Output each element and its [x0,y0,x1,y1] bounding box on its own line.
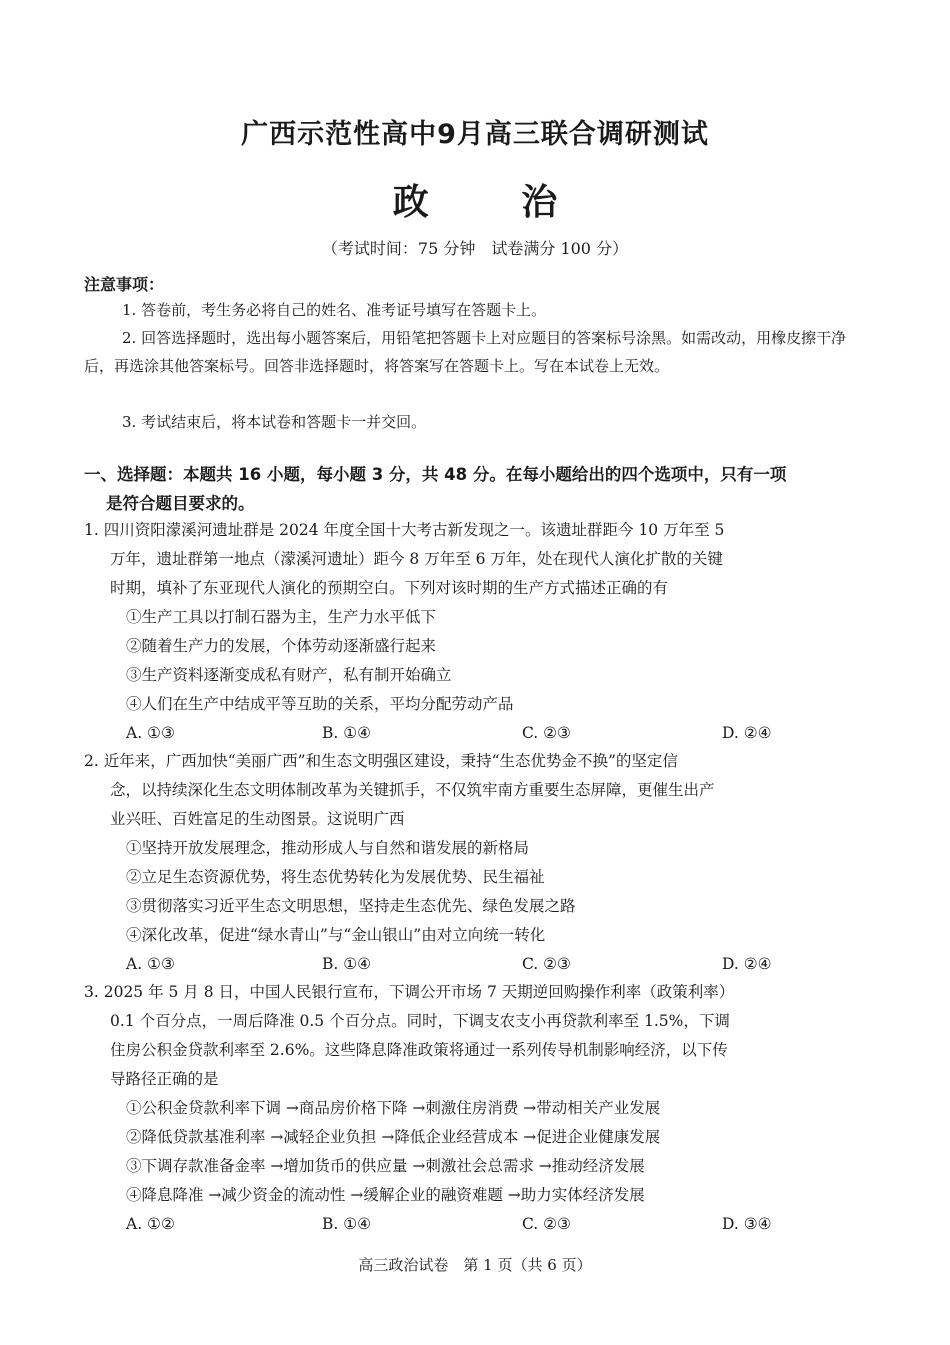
answer-options [126,720,806,746]
question-text-line: 导路径正确的是 [110,1070,219,1088]
section-heading: 一、选择题：本题共 16 小题，每小题 3 分，共 48 分。在每小题给出的四个选项中，只有一项 是符合题目要求的。 [84,465,787,513]
statement: ③生产资料逐渐变成私有财产，私有制开始确立 [126,666,452,684]
notice-item-1: 1. 答卷前，考生务必将自己的姓名、准考证号填写在答题卡上。 [122,301,547,319]
option-d: D. ③④ [722,1215,772,1233]
statement: ④人们在生产中结成平等互助的关系，平均分配劳动产品 [126,695,514,713]
question-text-line: 1. 四川资阳濛溪河遗址群是 2024 年度全国十大考古新发现之一。该遗址群距今 10 万年至 5 [84,521,725,539]
statement: ③贯彻落实习近平生态文明思想，坚持走生态优先、绿色发展之路 [126,897,576,915]
option-c: C. ②③ [522,724,571,742]
option-d: D. ②④ [722,724,772,742]
option-b: B. ①④ [322,1215,372,1233]
question-text-line: 时期，填补了东亚现代人演化的预期空白。下列对该时期的生产方式描述正确的有 [110,579,669,597]
option-c: C. ②③ [522,955,571,973]
option-d: D. ②④ [722,955,772,973]
option-c: C. ②③ [522,1215,571,1233]
question-text-line: 0.1 个百分点，一周后降准 0.5 个百分点。同时，下调支农支小再贷款利率至 1.5%，下调 [110,1012,730,1030]
statement: ③下调存款准备金率 →增加货币的供应量 →刺激社会总需求 →推动经济发展 [126,1157,645,1175]
statement: ④深化改革，促进“绿水青山”与“金山银山”由对立向统一转化 [126,926,546,944]
question-text-line: 3. 2025 年 5 月 8 日，中国人民银行宣布，下调公开市场 7 天期逆回购操作利率（政策利率） [84,983,735,1001]
page-footer: 高三政治试卷 第 1 页（共 6 页） [358,1256,592,1274]
question-text-line: 2. 近年来，广西加快“美丽广西”和生态文明强区建设，秉持“生态优势金不换”的坚定信 [84,752,678,770]
statement: ①坚持开放发展理念，推动形成人与自然和谐发展的新格局 [126,839,530,857]
question-text-line: 住房公积金贷款利率至 2.6%。这些降息降准政策将通过一系列传导机制影响经济，以下传 [110,1041,728,1059]
notice-heading: 注意事项： [84,275,165,294]
option-b: B. ①④ [322,955,372,973]
notice-item-2: 2. 回答选择题时，选出每小题答案后，用铅笔把答题卡上对应题目的答案标号涂黑。如需改动，用橡皮擦干净后，再选涂其他答案标号。回答非选择题时，将答案写在答题卡上。写在本试卷上无效。 [84,329,847,375]
answer-options [126,1211,806,1237]
statement: ④降息降准 →减少资金的流动性 →缓解企业的融资难题 →助力实体经济发展 [126,1186,645,1204]
exam-info: （考试时间：75 分钟 试卷满分 100 分） [321,239,629,258]
question-text-line: 万年，遗址群第一地点（濛溪河遗址）距今 8 万年至 6 万年，处在现代人演化扩散的关键 [110,550,723,568]
statement: ②降低贷款基准利率 →减轻企业负担 →降低企业经营成本 →促进企业健康发展 [126,1128,661,1146]
statement: ①公积金贷款利率下调 →商品房价格下降 →刺激住房消费 →带动相关产业发展 [126,1099,661,1117]
statement: ②随着生产力的发展，个体劳动逐渐盛行起来 [126,637,437,655]
notice-item-3: 3. 考试结束后，将本试卷和答题卡一并交回。 [122,413,427,431]
option-a: A. ①③ [126,724,175,742]
subject-title: 政 治 [392,182,598,223]
option-a: A. ①② [126,1215,175,1233]
statement: ①生产工具以打制石器为主，生产力水平低下 [126,608,437,626]
exam-title: 广西示范性高中9月高三联合调研测试 [241,119,709,150]
option-b: B. ①④ [322,724,372,742]
option-a: A. ①③ [126,955,175,973]
question-text-line: 念，以持续深化生态文明体制改革为关键抓手，不仅筑牢南方重要生态屏障，更催生出产 [110,781,715,799]
statement: ②立足生态资源优势，将生态优势转化为发展优势、民生福祉 [126,868,545,886]
question-text-line: 业兴旺、百姓富足的生动图景。这说明广西 [110,810,405,828]
answer-options [126,951,806,977]
